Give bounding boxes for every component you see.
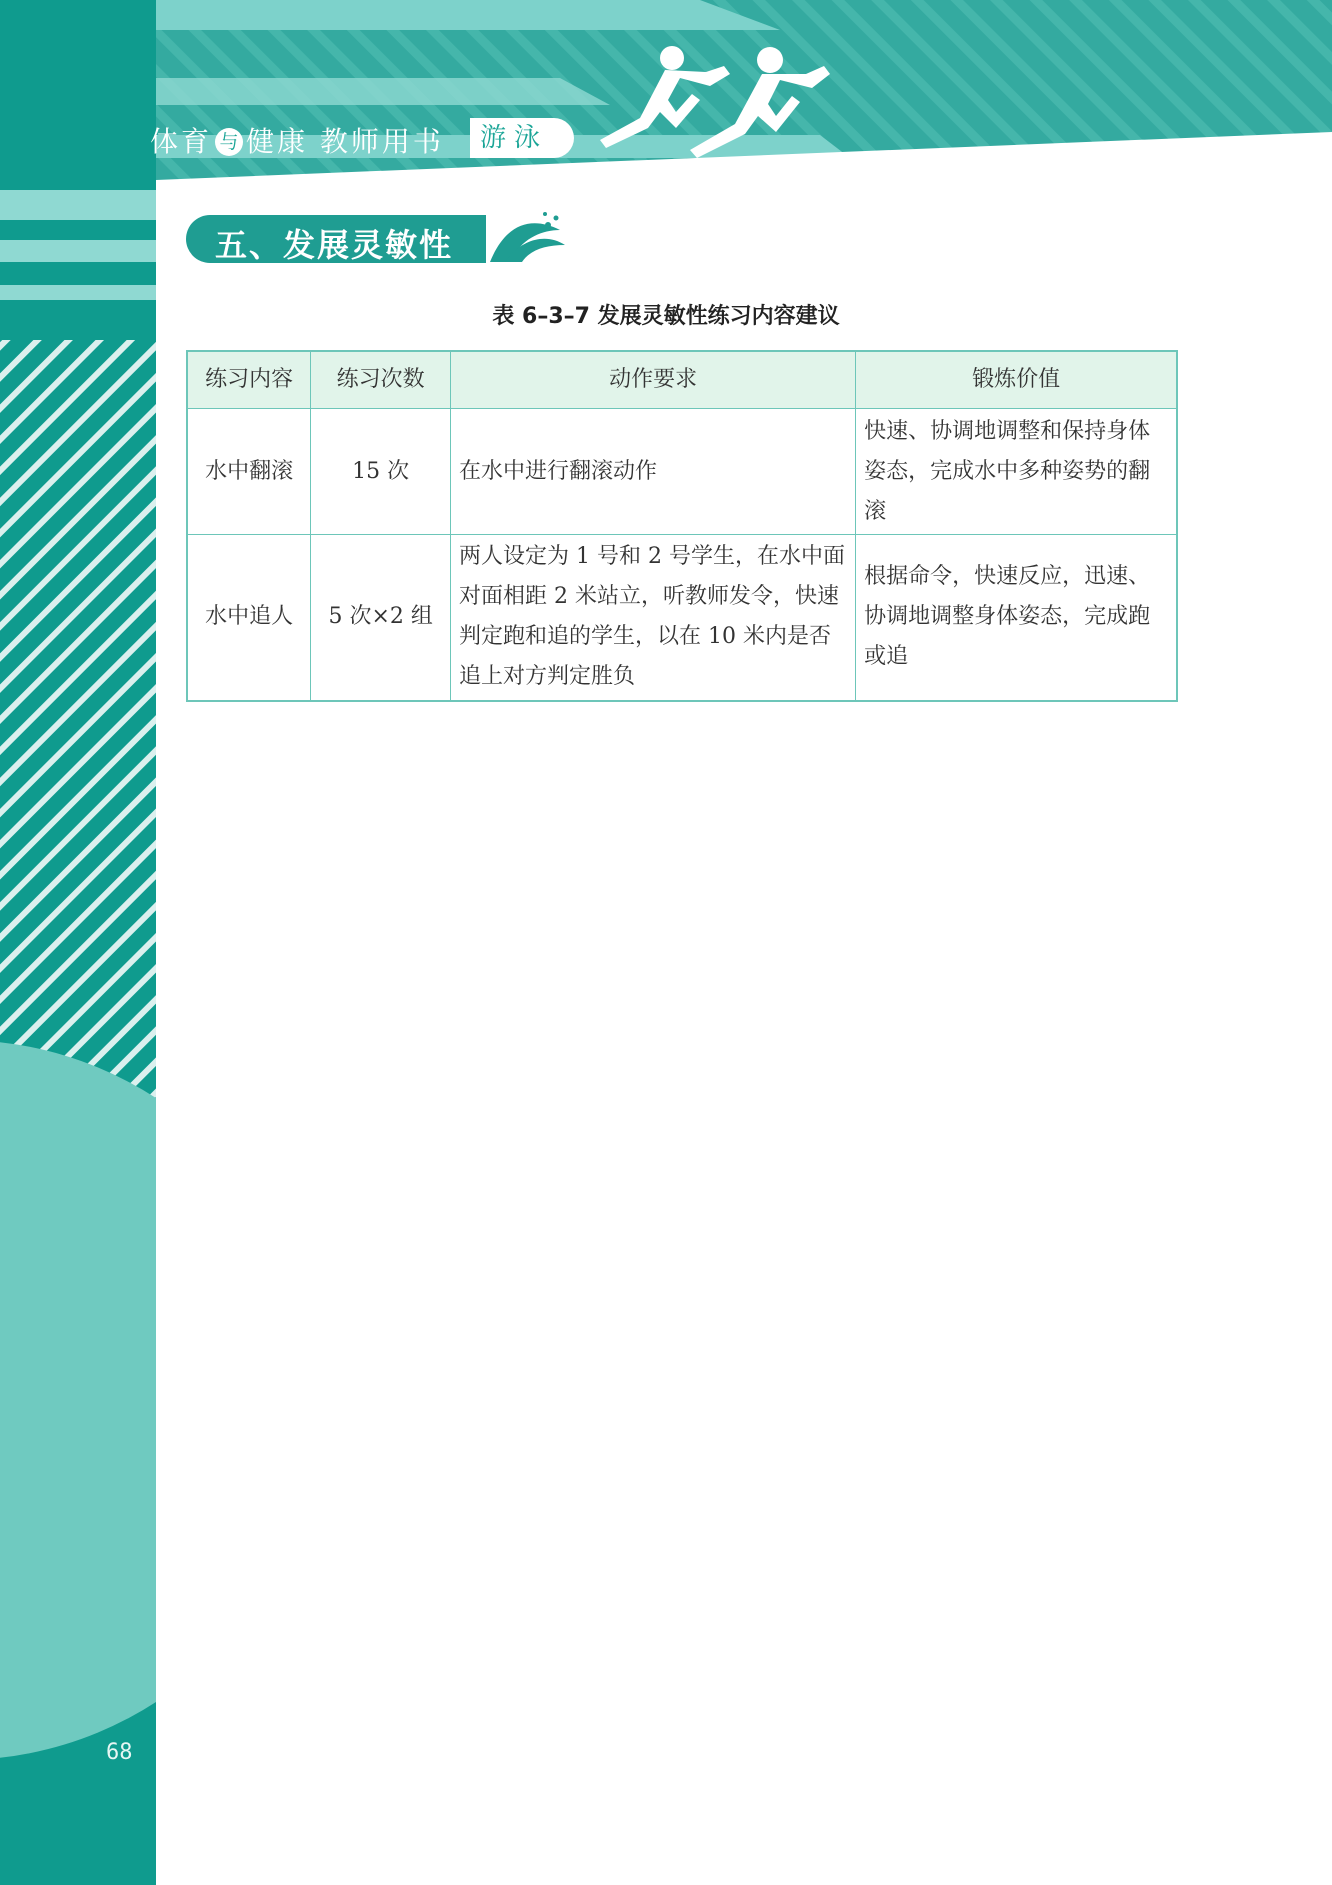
table-row — [187, 535, 1177, 701]
cell-value: 快速、协调地调整和保持身体姿态，完成水中多种姿势的翻滚 — [856, 409, 1177, 535]
book-title-part1: 体育 — [150, 125, 213, 158]
table-header-row — [187, 351, 1177, 409]
cell-content: 水中翻滚 — [187, 409, 311, 535]
book-title-part2: 健康 教师用书 — [246, 125, 444, 158]
column-header: 动作要求 — [451, 351, 856, 409]
table-caption: 表 6–3–7 发展灵敏性练习内容建议 — [492, 304, 840, 329]
page-number: 68 — [106, 1740, 133, 1765]
book-title-yu-badge: 与 — [215, 128, 243, 156]
exercise-table — [186, 350, 1178, 702]
cell-requirement: 在水中进行翻滚动作 — [451, 409, 856, 535]
column-header: 锻炼价值 — [856, 351, 1177, 409]
column-header: 练习次数 — [311, 351, 451, 409]
left-strip-light-bars — [0, 190, 156, 220]
book-title — [150, 120, 444, 160]
cell-count: 5 次×2 组 — [311, 535, 451, 701]
table-row — [187, 409, 1177, 535]
chapter-tag: 游泳 — [470, 118, 574, 158]
cell-count: 15 次 — [311, 409, 451, 535]
cell-requirement: 两人设定为 1 号和 2 号学生，在水中面对面相距 2 米站立，听教师发令，快速判定跑和追的学生，以在 10 米内是否追上对方判定胜负 — [451, 535, 856, 701]
section-title: 五、发展灵敏性 — [215, 226, 454, 264]
cell-content: 水中追人 — [187, 535, 311, 701]
column-header: 练习内容 — [187, 351, 311, 409]
cell-value: 根据命令，快速反应，迅速、协调地调整身体姿态，完成跑或追 — [856, 535, 1177, 701]
